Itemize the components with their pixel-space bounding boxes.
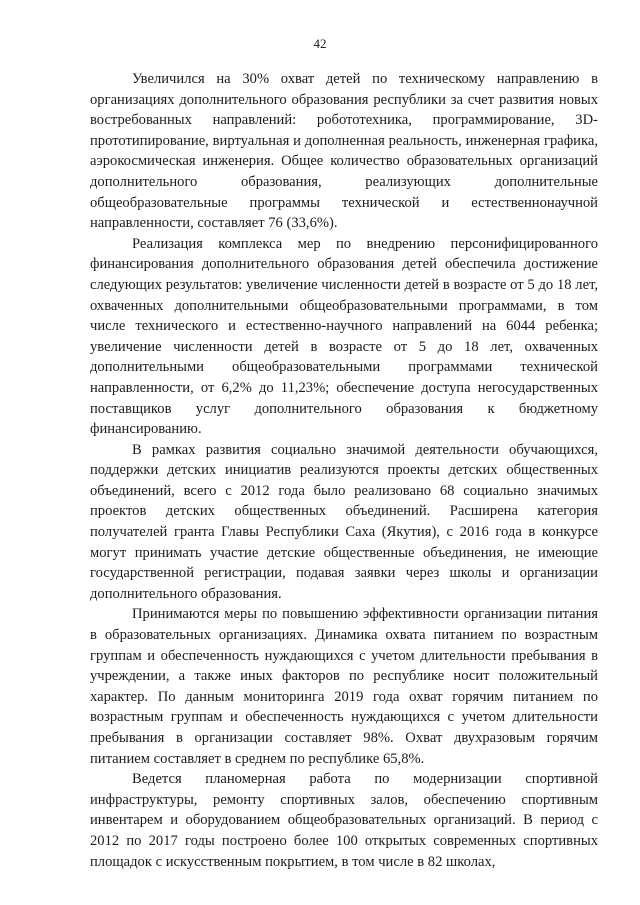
- document-body: [90, 69, 598, 872]
- paragraph-sports-infrastructure: Ведется планомерная работа по модернизации спортивной инфраструктуры, ремонту спортивных залов, обеспечению спортивным инвентарем и оборудованием общеобразовательных организаций. В период с 2012 по 2017 годы построено более 100 открытых современных спортивных площадок с искусственным покрытием, в том числе в 82 школах,: [90, 771, 598, 870]
- page-number: 42: [313, 36, 327, 51]
- paragraph-school-meals: Принимаются меры по повышению эффективности организации питания в образовательных организациях. Динамика охвата питанием по возрастным группам и обеспеченность нуждающихся с учетом длительности пребывания в учреждении, а также иных факторов по республике носит положительный характер. По данным мониторинга 2019 года охват горячим питанием по возрастным группам и обеспеченность нуждающихся с учетом длительности пребывания в организации составляет 98%. Охват двухразовым горячим питанием составляет в среднем по республике 65,8%.: [90, 606, 598, 767]
- paragraph-technical-direction: Увеличился на 30% охват детей по техническому направлению в организациях дополнительного образования республики за счет развития новых востребованных направлений: робототехника, программирование, 3D-прототипирование, виртуальная и дополненная реальность, инженерная графика, аэрокосмическая инженерия. Общее количество образовательных организаций дополнительного образования, реализующих дополнительные общеобразовательные программы технической и естественнонаучной направленности, составляет 76 (33,6%).: [90, 71, 598, 232]
- paragraph-personalized-financing: Реализация комплекса мер по внедрению персонифицированного финансирования дополнительного образования детей обеспечила достижение следующих результатов: увеличение численности детей в возрасте от 5 до 18 лет, охваченных дополнительными общеобразовательными программами, в том числе технического и естественно-научного направлений на 6044 ребенка; увеличение численности детей в возрасте от 5 до 18 лет, охваченных дополнительными общеобразовательными программами технической направленности, от 6,2% до 11,23%; обеспечение доступа негосударственных поставщиков услуг дополнительного образования к бюджетному финансированию.: [90, 235, 598, 438]
- paragraph-social-projects: В рамках развития социально значимой деятельности обучающихся, поддержки детских инициатив реализуются проекты детских общественных объединений, всего с 2012 года было реализовано 68 социально значимых проектов детских общественных объединений. Расширена категория получателей гранта Главы Республики Саха (Якутия), с 2016 года в конкурсе могут принимать участие детские общественные объединения, не имеющие государственной регистрации, подавая заявки через школы и организации дополнительного образования.: [90, 441, 598, 602]
